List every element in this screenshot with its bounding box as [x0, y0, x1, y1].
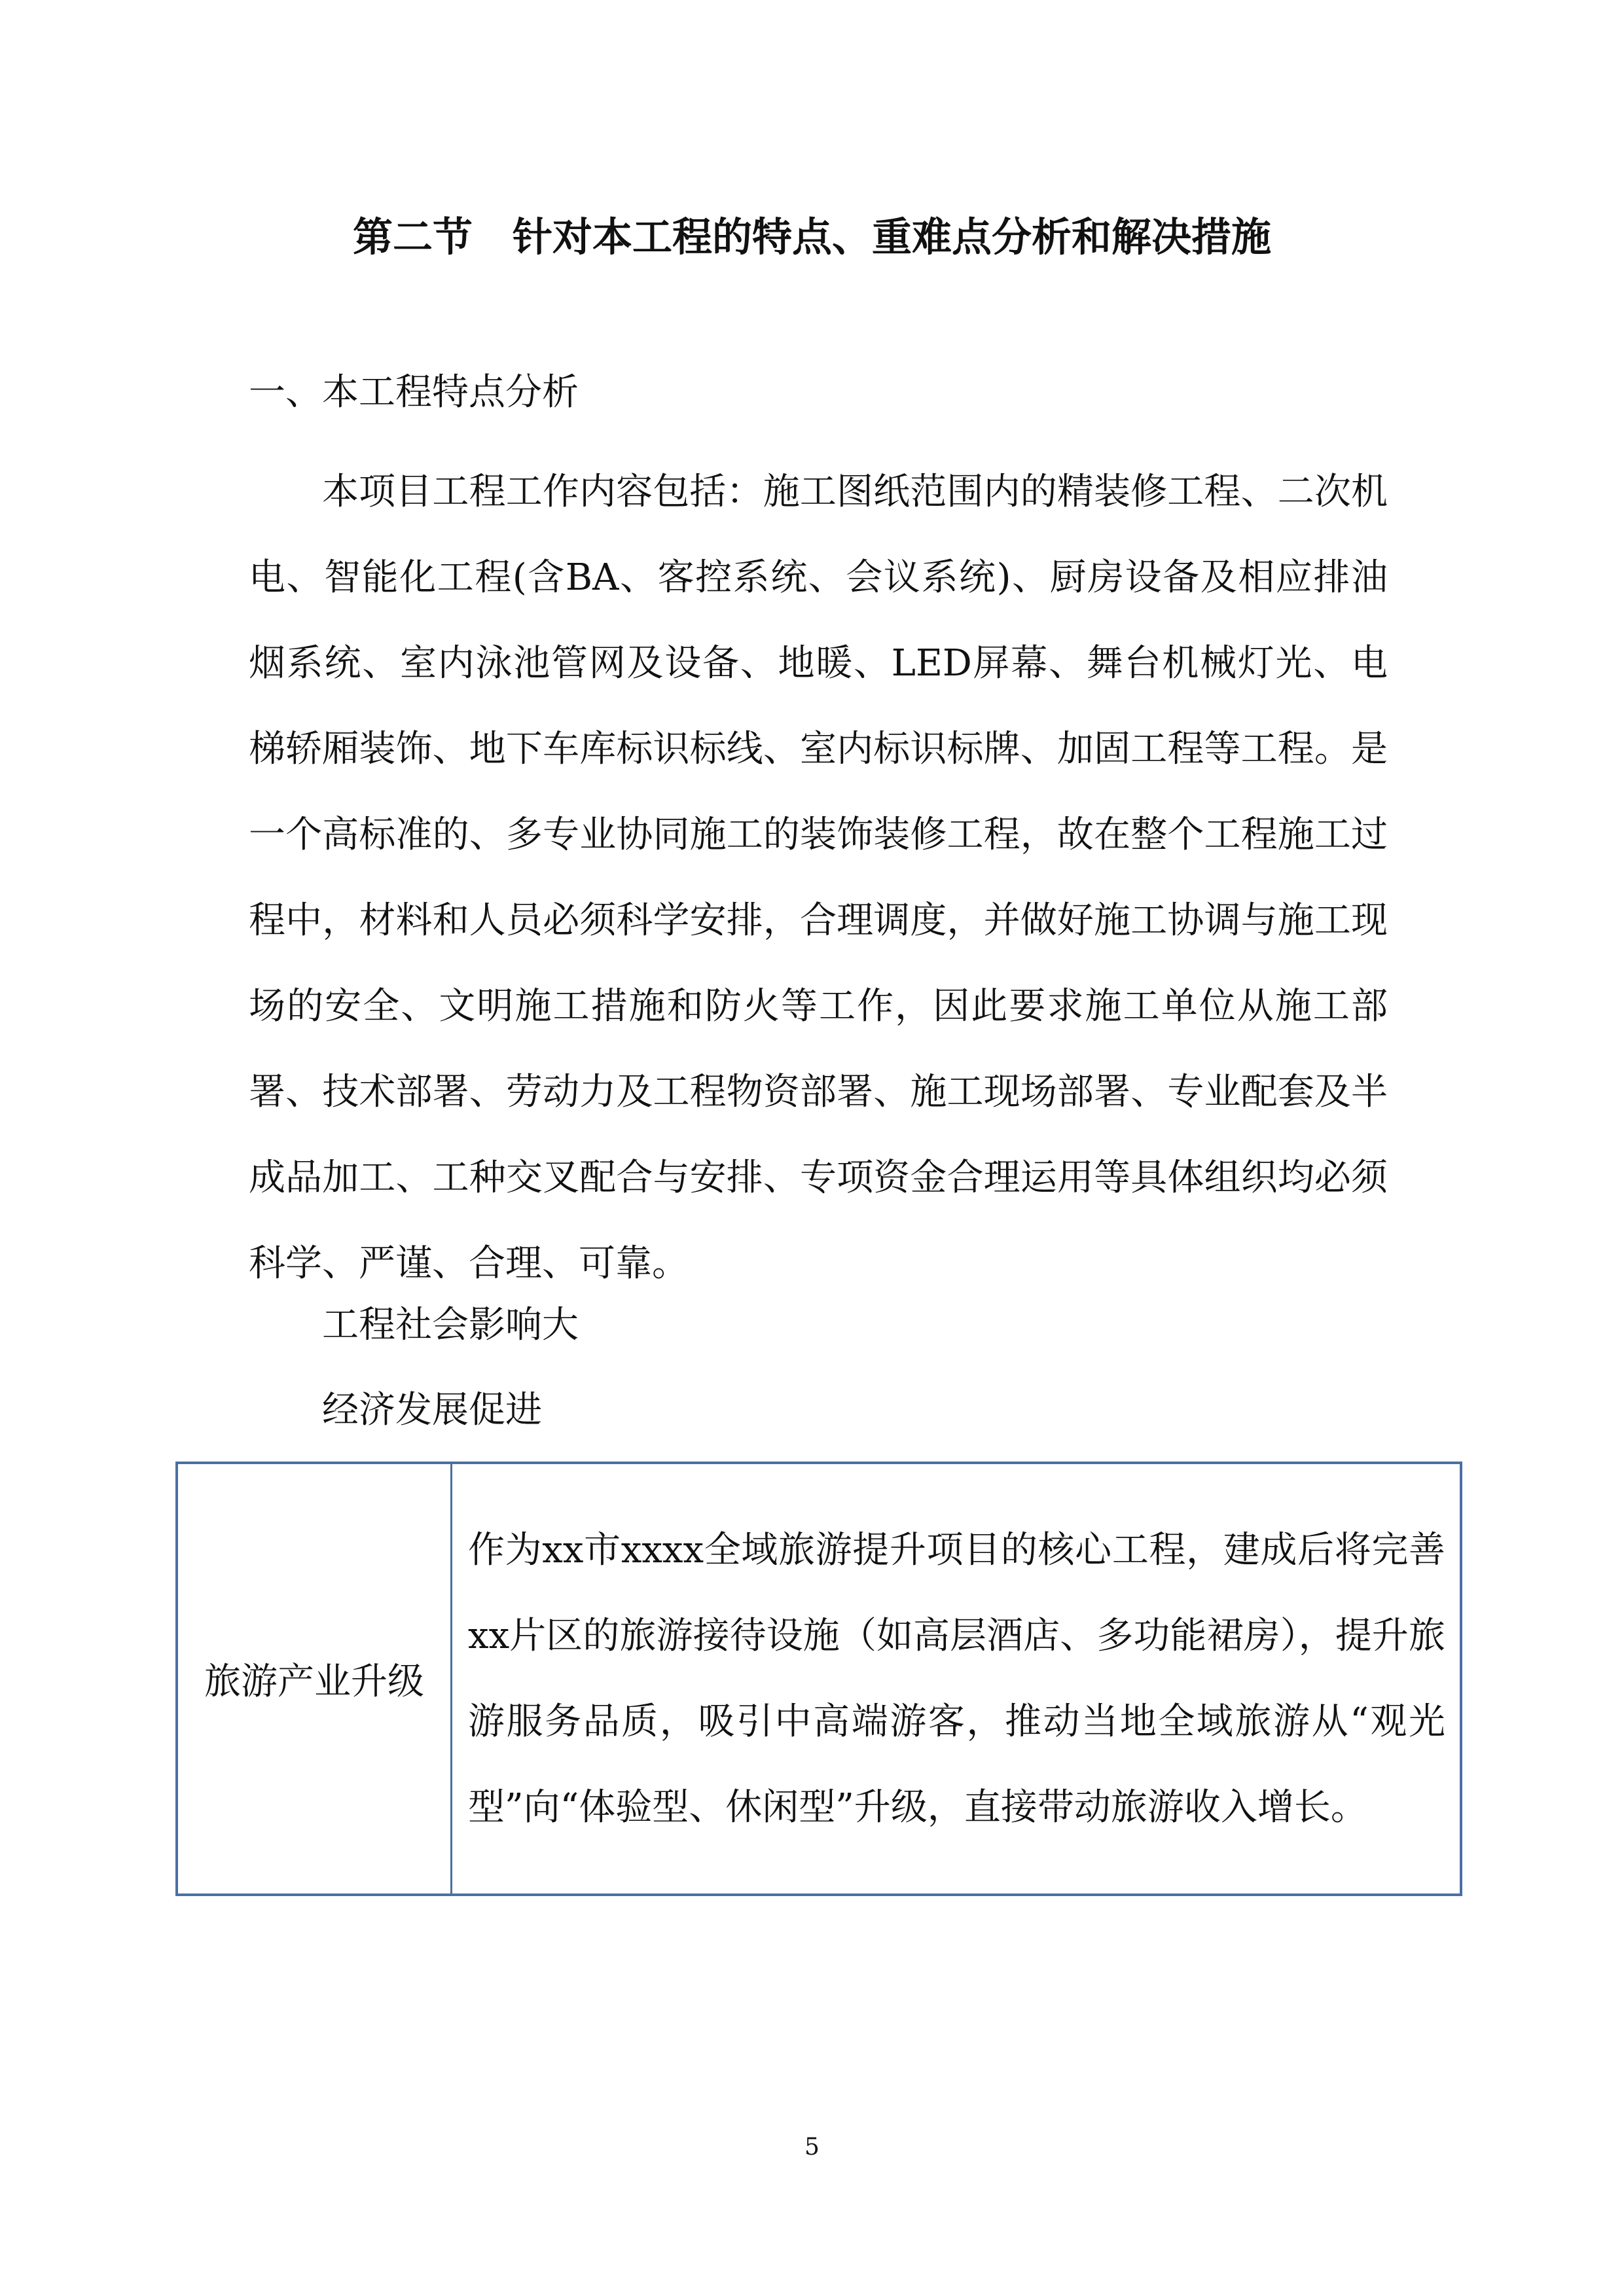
page-title: 第二节 针对本工程的特点、重难点分析和解决措施 [352, 214, 1271, 260]
table-label-cell: 旅游产业升级 [177, 1463, 452, 1895]
body-paragraph: 本项目工程工作内容包括：施工图纸范围内的精装修工程、二次机电、智能化工程(含BA、客控系统、会议系统)、厨房设备及相应排油烟系统、室内泳池管网及设备、地暖、LED屏幕、舞台机械灯光、电梯轿厢装饰、地下车库标识标线、室内标识标牌、加固工程等工程。是一个高标准的、多专业协同施工的装饰装修工程，故在整个工程施工过程中，材料和人员必须科学安排，合理调度，并做好施工协调与施工现场的安全、文明施工措施和防火等工作，因此要求施工单位从施工部署、技术部署、劳动力及工程物资部署、施工现场部署、专业配套及半成品加工、工种交叉配合与安排、专项资金合理运用等具体组织均必须科学、严谨、合理、可靠。 [249, 471, 1388, 1285]
table-row [177, 1463, 1461, 1895]
page-number: 5 [804, 2134, 820, 2161]
sub-item-economic-development: 经济发展促进 [322, 1389, 542, 1431]
sub-item-social-impact: 工程社会影响大 [322, 1304, 579, 1346]
impact-table [175, 1462, 1462, 1896]
section-heading: 一、本工程特点分析 [249, 371, 579, 414]
table-content-cell: 作为xx市xxxx全域旅游提升项目的核心工程，建成后将完善xx片区的旅游接待设施（如高层酒店、多功能裙房），提升旅游服务品质，吸引中高端游客，推动当地全域旅游从“观光型”向“体验型、休闲型”升级，直接带动旅游收入增长。 [452, 1463, 1462, 1895]
